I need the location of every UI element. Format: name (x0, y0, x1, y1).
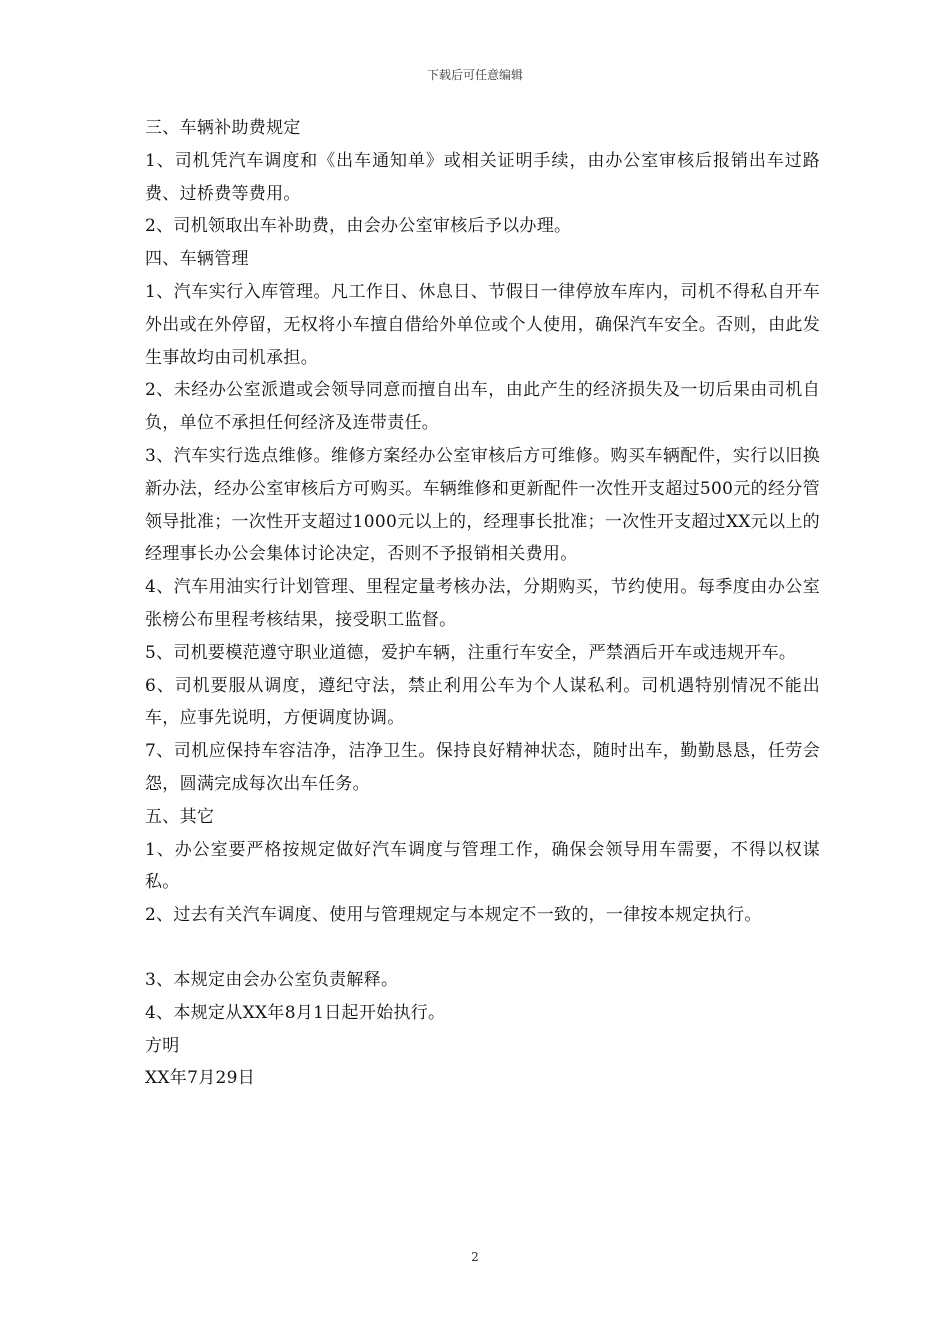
paragraph: 2、过去有关汽车调度、使用与管理规定与本规定不一致的，一律按本规定执行。 (145, 905, 762, 926)
paragraph: 4、本规定从XX年8月1日起开始执行。 (145, 1002, 446, 1023)
paragraph: 4、汽车用油实行计划管理、里程定量考核办法，分期购买，节约使用。每季度由办公室张榜公布里程考核结果，接受职工监督。 (145, 577, 820, 630)
signature-name: 方明 (145, 1035, 180, 1056)
paragraph: 2、司机领取出车补助费，由会办公室审核后予以办理。 (145, 216, 572, 237)
section-heading-vehicle-management: 四、车辆管理 (145, 249, 249, 270)
page-header: 下载后可任意编辑 (426, 68, 523, 82)
section-heading-vehicle-subsidy: 三、车辆补助费规定 (145, 118, 301, 138)
paragraph: 3、本规定由会办公室负责解释。 (145, 969, 399, 990)
paragraph: 2、未经办公室派遣或会领导同意而擅自出车，由此产生的经济损失及一切后果由司机自负，单位不承担任何经济及连带责任。 (145, 380, 820, 434)
section-heading-other: 五、其它 (145, 806, 215, 827)
paragraph: 3、汽车实行选点维修。维修方案经办公室审核后方可维修。购买车辆配件，实行以旧换新办法，经办公室审核后方可购买。车辆维修和更新配件一次性开支超过500元的经分管领导批准；一次性开支超过1000元以上的，经理事长批准；一次性开支超过XX元以上的经理事长办公会集体讨论决定，否则不予报销相关费用。 (145, 445, 820, 565)
paragraph: 1、办公室要严格按规定做好汽车调度与管理工作，确保会领导用车需要，不得以权谋私。 (145, 839, 820, 893)
paragraph: 1、汽车实行入库管理。凡工作日、休息日、节假日一律停放车库内，司机不得私自开车外出或在外停留，无权将小车擅自借给外单位或个人使用，确保汽车安全。否则，由此发生事故均由司机承担。 (145, 281, 820, 368)
document-body (145, 112, 820, 1095)
paragraph: 1、司机凭汽车调度和《出车通知单》或相关证明手续，由办公室审核后报销出车过路费、过桥费等费用。 (145, 150, 820, 204)
paragraph: 6、司机要服从调度，遵纪守法，禁止利用公车为个人谋私利。司机遇特别情况不能出车，应事先说明，方便调度协调。 (145, 675, 820, 729)
signature-date: XX年7月29日 (145, 1068, 256, 1089)
paragraph: 5、司机要模范遵守职业道德，爱护车辆，注重行车安全，严禁酒后开车或违规开车。 (145, 642, 797, 663)
page-number: 2 (471, 1250, 479, 1264)
paragraph: 7、司机应保持车容洁净，洁净卫生。保持良好精神状态，随时出车，勤勤恳恳，任劳会怨，圆满完成每次出车任务。 (145, 741, 820, 794)
